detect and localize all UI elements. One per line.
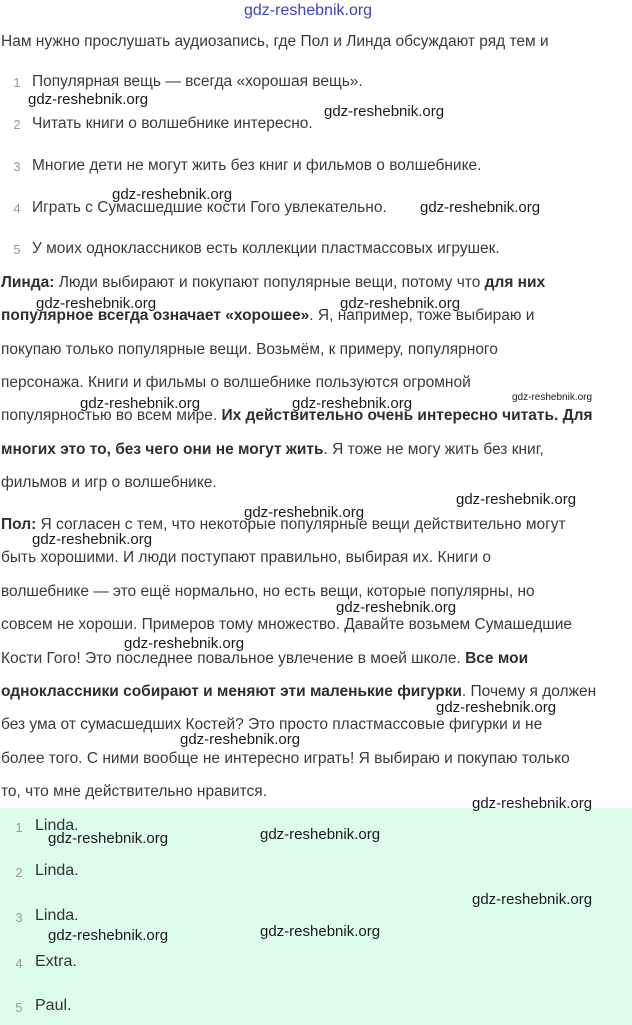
item-number: 4 — [13, 201, 21, 216]
item-text: Популярная вещь — всегда «хорошая вещь». — [32, 73, 363, 90]
watermark: gdz-reshebnik.org — [48, 830, 169, 847]
answer-text: Paul. — [35, 997, 72, 1014]
answer-number: 1 — [15, 820, 23, 835]
watermark: gdz-reshebnik.org — [32, 531, 153, 548]
watermark: gdz-reshebnik.org — [260, 923, 381, 940]
watermark: gdz-reshebnik.org — [456, 491, 577, 508]
bold-span: популярное всегда означает «хорошее» — [1, 307, 310, 324]
paragraph-line: быть хорошими. И люди поступают правильно, выбирая их. Книги о — [1, 549, 492, 566]
watermark: gdz-reshebnik.org — [340, 295, 461, 312]
watermark: gdz-reshebnik.org — [420, 199, 541, 216]
text-span: Люди выбирают и покупают популярные вещи, потому что — [54, 274, 485, 291]
paragraph-line: то, что мне действительно нравится. — [1, 783, 267, 800]
paragraph-line: без ума от сумасшедших Костей? Это просто пластмассовые фигурки и не — [1, 716, 543, 733]
watermark: gdz-reshebnik.org — [48, 927, 169, 944]
watermark: gdz-reshebnik.org — [324, 103, 445, 120]
paragraph-line: фильмов и игр о волшебнике. — [1, 474, 217, 491]
watermark: gdz-reshebnik.org — [472, 891, 593, 908]
text-span: . Почему я должен — [461, 683, 597, 700]
watermark: gdz-reshebnik.org — [112, 186, 233, 203]
watermark: gdz-reshebnik.org — [180, 731, 301, 748]
text-span: Кости Гого! Это последнее повальное увлечение в моей школе. — [1, 650, 466, 667]
watermark: gdz-reshebnik.org — [472, 795, 593, 812]
item-text: Играть с Сумасшедшие кости Гого увлекательно. — [32, 199, 387, 216]
answer-text: Linda. — [35, 817, 79, 834]
item-number: 3 — [13, 159, 21, 174]
bold-span: Их действительно очень интересно читать. Для — [221, 407, 593, 424]
watermark: gdz-reshebnik.org — [292, 395, 413, 412]
bold-span: для них — [484, 274, 546, 291]
answer-text: Linda. — [35, 907, 79, 924]
answer-text: Extra. — [35, 953, 77, 970]
watermark: gdz-reshebnik.org — [244, 504, 365, 521]
bold-span: Все мои — [465, 650, 529, 667]
text-span: . Я, например, тоже выбираю и — [309, 307, 535, 324]
paragraph-line: персонажа. Книги и фильмы о волшебнике пользуются огромной — [1, 374, 471, 391]
watermark: gdz-reshebnik.org — [80, 395, 201, 412]
paragraph-line — [1, 441, 544, 459]
bold-span: многих это то, без чего они не могут жить — [1, 441, 324, 458]
answer-number: 4 — [15, 956, 23, 971]
item-text: Читать книги о волшебнике интересно. — [32, 115, 313, 132]
watermark: gdz-reshebnik.org — [124, 635, 245, 652]
text-span: популярностью во всем мире. — [1, 407, 222, 424]
paragraph-line: покупаю только популярные вещи. Возьмём, к примеру, популярного — [1, 341, 498, 358]
item-number: 1 — [13, 75, 21, 90]
watermark: gdz-reshebnik.org — [36, 295, 157, 312]
paragraph-line — [1, 274, 545, 292]
intro-text: Нам нужно прослушать аудиозапись, где Пол и Линда обсуждают ряд тем и — [1, 33, 549, 50]
paragraph-line — [1, 650, 528, 668]
watermark: gdz-reshebnik.org — [260, 826, 381, 843]
text-span: Я согласен с тем, что некоторые популярные вещи действительно могут — [36, 516, 566, 533]
bold-span: одноклассники собирают и меняют эти маленькие фигурки — [1, 683, 462, 700]
watermark: gdz-reshebnik.org — [336, 599, 457, 616]
paragraph-line: совсем не хороши. Примеров тому множество. Давайте возьмем Сумашедшие — [1, 616, 573, 633]
watermark: gdz-reshebnik.org — [28, 91, 149, 108]
paragraph-line: более того. С ними вообще не интересно играть! Я выбираю и покупаю только — [1, 750, 570, 767]
answer-number: 2 — [15, 865, 23, 880]
speaker-label: Пол: — [1, 516, 37, 533]
speaker-label: Линда: — [1, 274, 55, 291]
item-number: 2 — [13, 117, 21, 132]
top-watermark: gdz-reshebnik.org — [244, 2, 373, 19]
paragraph-line: волшебнике — это ещё нормально, но есть вещи, которые популярны, но — [1, 583, 535, 600]
answer-text: Linda. — [35, 862, 79, 879]
item-number: 5 — [13, 242, 21, 257]
watermark: gdz-reshebnik.org — [512, 392, 593, 403]
item-text: Многие дети не могут жить без книг и фильмов о волшебнике. — [32, 157, 482, 174]
watermark: gdz-reshebnik.org — [436, 699, 557, 716]
item-text: У моих одноклассников есть коллекции пластмассовых игрушек. — [32, 240, 500, 257]
answer-number: 3 — [15, 910, 23, 925]
answer-number: 5 — [15, 1000, 23, 1015]
text-span: . Я тоже не могу жить без книг, — [323, 441, 544, 458]
